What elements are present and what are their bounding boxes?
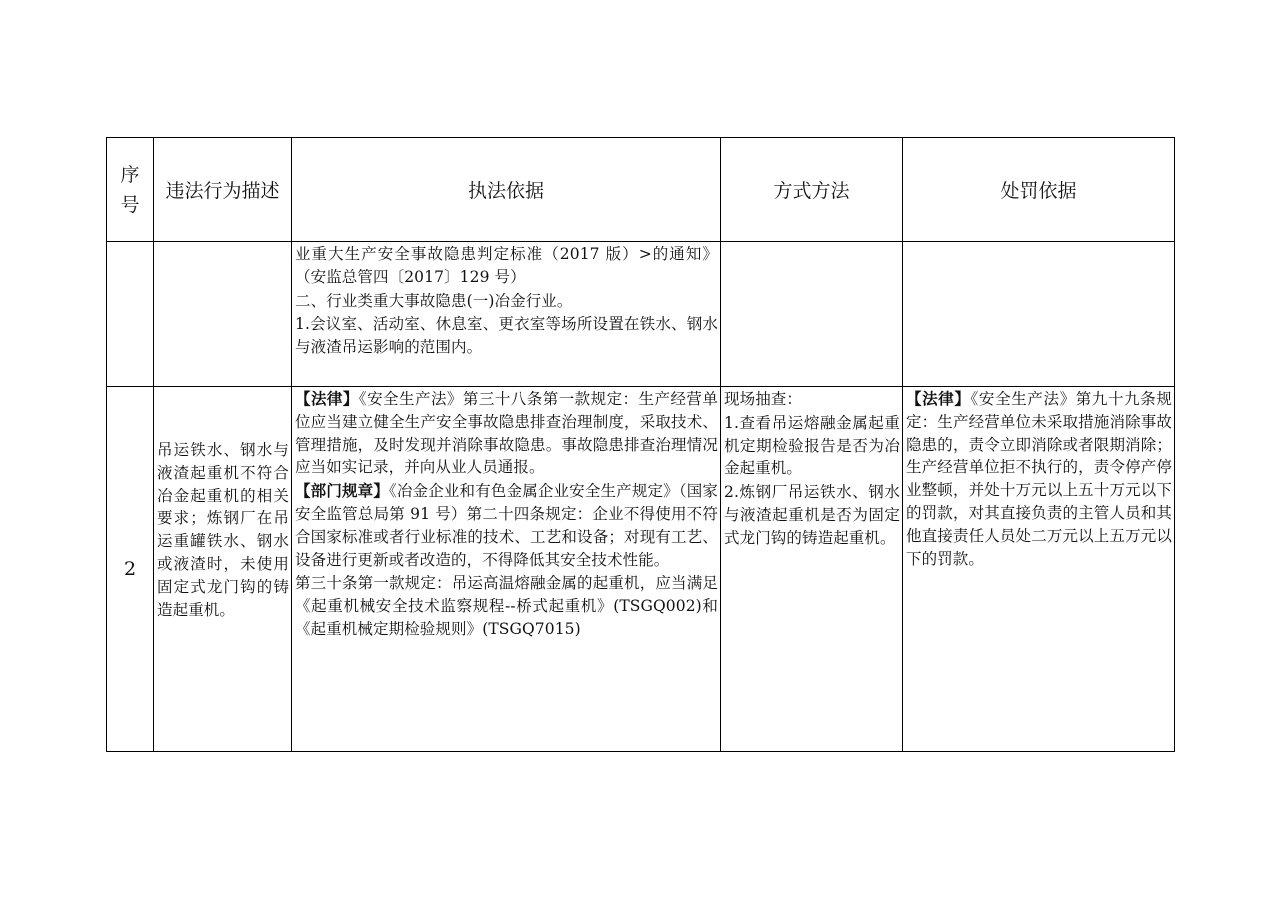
row2-seq: 2 bbox=[107, 387, 154, 752]
row2-basis-law bbox=[292, 387, 720, 479]
row2-basis-extra: 第三十条第一款规定：吊运高温熔融金属的起重机，应当满足《起重机械安全技术监察规程--桥式起重机》(TSGQ002)和《起重机械定期检验规则》(TSGQ7015) bbox=[295, 574, 718, 638]
header-basis: 执法依据 bbox=[292, 138, 721, 242]
row2-basis-rule bbox=[292, 479, 720, 571]
row1-basis-line-3: 1.会议室、活动室、休息室、更衣室等场所设置在铁水、钢水与液渣吊运影响的范围内。 bbox=[295, 315, 718, 357]
row2-description-text: 吊运铁水、钢水与液渣起重机不符合冶金起重机的相关要求；炼钢厂在吊运重罐铁水、钢水或液渣时，未使用固定式龙门钩的铸造起重机。 bbox=[157, 441, 289, 619]
row1-basis-line-2: 二、行业类重大事故隐患(一)冶金行业。 bbox=[295, 291, 573, 310]
row2-description bbox=[154, 387, 292, 752]
penalty-text: 《安全生产法》第九十九条规定：生产经营单位未采取措施消除事故隐患的，责令立即消除或者限期消除；生产经营单位拒不执行的，责令停产停业整顿，并处十万元以上五十万元以下的罚款，对其直接负责的主管人员和其他直接责任人员处二万元以上五万元以下的罚款。 bbox=[906, 390, 1172, 568]
row2-method-line-2: 1.查看吊运熔融金属起重机定期检验报告是否为冶金起重机。 bbox=[724, 413, 900, 478]
header-description: 违法行为描述 bbox=[154, 138, 292, 242]
rule-tag: 【部门规章】 bbox=[295, 481, 389, 501]
table-row-continued bbox=[107, 242, 1175, 387]
header-method: 方式方法 bbox=[721, 138, 903, 242]
rule-text: 《冶金企业和有色金属企业安全生产规定》（国家安全监管总局第 91 号）第二十四条规定：企业不得使用不符合国家标准或者行业标准的技术、工艺和设备；对现有工艺、设备进行更新或者改造的，不得降低其安全技术性能。 bbox=[295, 482, 718, 569]
row1-basis bbox=[292, 242, 721, 387]
header-seq-line2: 号 bbox=[120, 193, 140, 216]
row2-method bbox=[721, 387, 903, 752]
row1-description bbox=[154, 242, 292, 387]
row1-basis-line-1: 业重大生产安全事故隐患判定标准（2017 版）>的通知》（安监总管四〔2017〕129 号） bbox=[295, 245, 718, 286]
header-penalty: 处罚依据 bbox=[903, 138, 1175, 242]
row2-method-line-1: 现场抽查： bbox=[724, 390, 803, 408]
row1-seq bbox=[107, 242, 154, 387]
regulation-table bbox=[106, 137, 1175, 752]
penalty-law-tag: 【法律】 bbox=[906, 389, 971, 408]
row2-basis bbox=[292, 387, 721, 752]
row1-penalty bbox=[903, 242, 1175, 387]
row2-penalty-text bbox=[903, 387, 1174, 570]
table-row-2 bbox=[107, 387, 1175, 752]
header-seq bbox=[107, 138, 154, 242]
law-text: 《安全生产法》第三十八条第一款规定：生产经营单位应当建立健全生产安全事故隐患排查治理制度，采取技术、管理措施，及时发现并消除事故隐患。事故隐患排查治理情况应当如实记录，并向从业人员通报。 bbox=[295, 390, 718, 477]
law-tag: 【法律】 bbox=[295, 389, 359, 408]
row2-penalty bbox=[903, 387, 1175, 752]
header-row bbox=[107, 138, 1175, 242]
header-seq-line1: 序 bbox=[120, 163, 140, 186]
row1-method bbox=[721, 242, 903, 387]
row2-method-line-3: 2.炼钢厂吊运铁水、钢水与液渣起重机是否为固定式龙门钩的铸造起重机。 bbox=[724, 483, 900, 547]
